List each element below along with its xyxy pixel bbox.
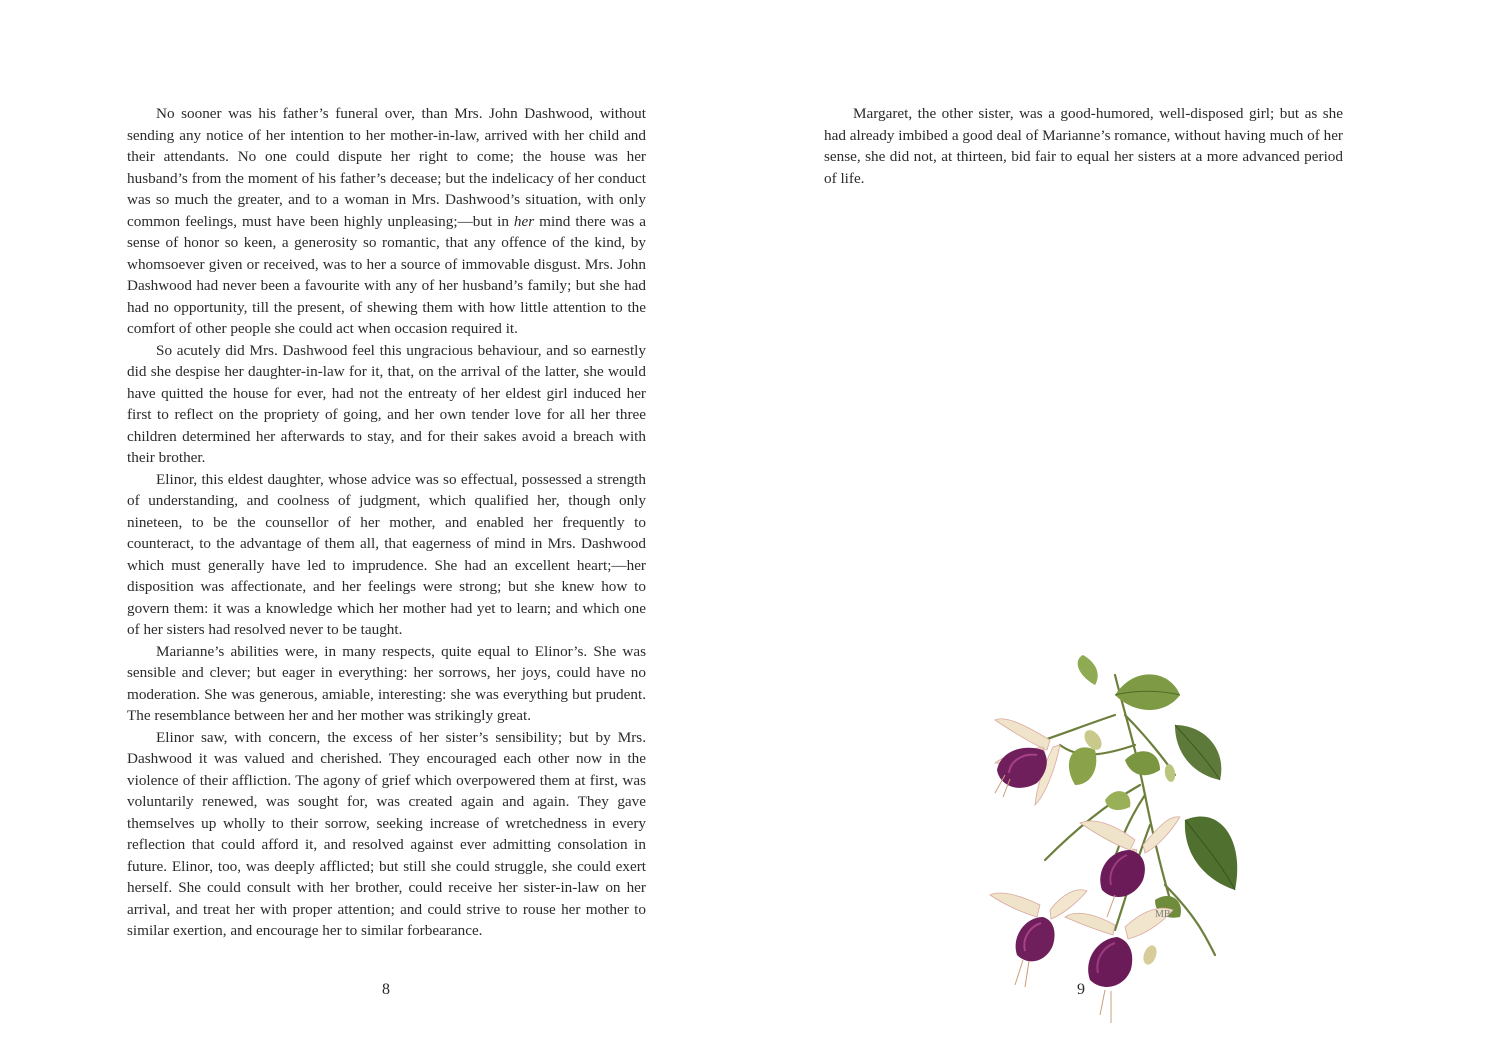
flower-bottom-left	[990, 890, 1087, 987]
paragraph: Elinor, this eldest daughter, whose advice was so effectual, possessed a strength of understanding, and coolness of judgment, which qualified her, though only nineteen, to be the counsellor of her mother, and enabled her frequently to counteract, to the advantage of them all, that eagerness of mind in Mrs. Dashwood which must generally have led to imprudence. She had an excellent heart;—her disposition was affectionate, and her feelings were strong; but she knew how to govern them: it was a knowledge which her mother had yet to learn; and which one of her sisters had resolved never to be taught.	[127, 470, 646, 638]
flower-top-left	[995, 719, 1060, 805]
left-page-text	[127, 103, 646, 942]
paragraph: No sooner was his father’s funeral over, than Mrs. John Dashwood, without sending any notice of her intention to her mother-in-law, arrived with her child and their attendants. No one could dispute her right to come; the house was her husband’s from the moment of his father’s decease; but the indelicacy of her conduct was so much the greater, and to a woman in Mrs. Dashwood’s situation, with only common feelings, must have been highly unpleasing;—but in her mind there was a sense of honor so keen, a generosity so romantic, that any offence of the kind, by whomsoever given or received, was to her a source of immovable disgust. Mrs. John Dashwood had never been a favourite with any of her husband’s family; but she had had no opportunity, till the present, of shewing them with how little attention to the comfort of other people she could act when occasion required it.	[127, 105, 646, 337]
paragraph: Elinor saw, with concern, the excess of her sister’s sensibility; but by Mrs. Dashwood it was valued and cherished. They encouraged each other now in the violence of their affliction. The agony of grief which overpowered them at first, was voluntarily renewed, was sought for, was created again and again. They gave themselves up wholly to their sorrow, seeking increase of wretchedness in every reflection that could afford it, and resolved against ever admitting consolation in future. Elinor, too, was deeply afflicted; but still she could struggle, she could exert herself. She could consult with her brother, could receive her sister-in-law on her arrival, and treat her with proper attention; and could strive to rouse her mother to similar exertion, and encourage her to similar forbearance.	[127, 728, 646, 939]
right-page-text	[824, 103, 1343, 189]
illustrator-signature: MB	[1155, 909, 1171, 920]
fuchsia-flower-icon	[965, 655, 1255, 1035]
flower-bottom-right	[1065, 908, 1173, 1023]
paragraph: So acutely did Mrs. Dashwood feel this ungracious behaviour, and so earnestly did she despise her daughter-in-law for it, that, on the arrival of the latter, she would have quitted the house for ever, had not the entreaty of her eldest girl induced her first to reflect on the propriety of going, and her own tender love for all her three children determined her afterwards to stay, and for their sakes avoid a breach with their brother.	[127, 341, 646, 466]
emphasis-her: her	[513, 212, 535, 230]
leaves	[1069, 655, 1237, 918]
page-number-left: 8	[382, 981, 390, 998]
paragraph: Marianne’s abilities were, in many respects, quite equal to Elinor’s. She was sensible and clever; but eager in everything: her sorrows, her joys, could have no moderation. She was generous, amiable, interesting: she was everything but prudent. The resemblance between her and her mother was strikingly great.	[127, 642, 646, 724]
page-number-right: 9	[1077, 981, 1085, 998]
fuchsia-illustration-svg	[965, 655, 1255, 1035]
right-page	[750, 0, 1500, 1063]
paragraph: Margaret, the other sister, was a good-humored, well-disposed girl; but as she had already imbibed a good deal of Marianne’s romance, without having much of her sense, she did not, at thirteen, bid fair to equal her sisters at a more advanced period of life.	[824, 105, 1343, 187]
